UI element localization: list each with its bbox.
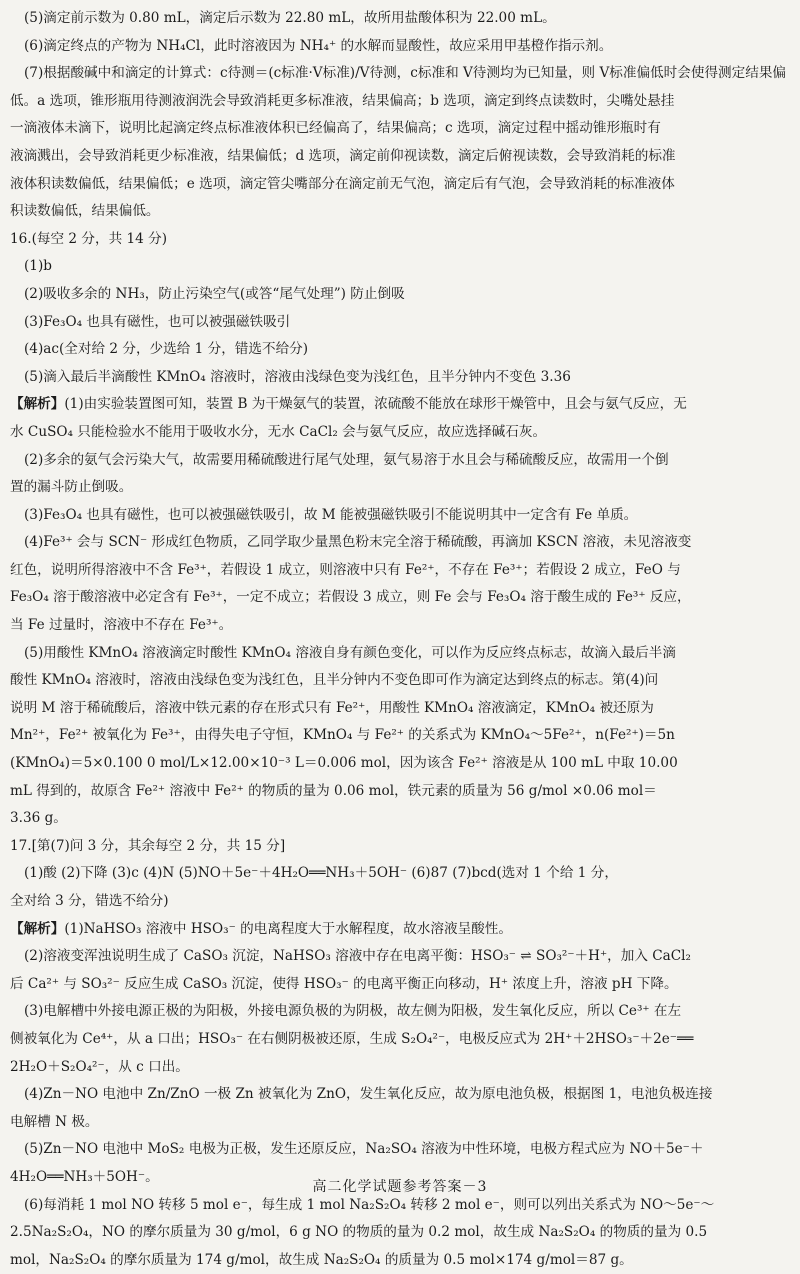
text-line: 红色，说明所得溶液中不含 Fe³⁺，若假设 1 成立，则溶液中只有 Fe²⁺，不存在 Fe³⁺；若假设 2 成立，FeO 与	[10, 561, 681, 578]
text-line: 一滴液体未滴下，说明比起滴定终点标准液体积已经偏高了，结果偏高；c 选项，滴定过程中摇动锥形瓶时有	[10, 120, 661, 137]
text-line: (1)酸 (2)下降 (3)c (4)N (5)NO＋5e⁻＋4H₂O══NH₃＋5OH⁻ (6)87 (7)bcd(选对 1 个给 1 分，	[24, 865, 618, 882]
analysis-label: 【解析】	[10, 396, 65, 413]
text-line: 【解析】(1)由实验装置图可知，装置 B 为干燥氨气的装置，浓硫酸不能放在球形干燥管中，且会与氨气反应，无	[10, 396, 687, 413]
text-line: 低。a 选项，锥形瓶用待测液润洗会导致消耗更多标准液，结果偏高；b 选项，滴定到终点读数时，尖嘴处悬挂	[10, 92, 675, 109]
text-line: 说明 M 溶于稀硫酸后，溶液中铁元素的存在形式只有 Fe²⁺，用酸性 KMnO₄ 溶液滴定，KMnO₄ 被还原为	[10, 699, 654, 716]
text-line: 侧被氧化为 Ce⁴⁺，从 a 口出；HSO₃⁻ 在右侧阴极被还原，生成 S₂O₄²⁻，电极反应式为 2H⁺＋2HSO₃⁻＋2e⁻══	[10, 1030, 694, 1047]
text-line: (7)根据酸碱中和滴定的计算式：c待测＝(c标准·V标准)/V待测，c标准和 V待测均为已知量，则 V标准偏低时会使得测定结果偏	[24, 65, 787, 82]
text-line: 液体积读数偏低，结果偏低；e 选项，滴定管尖嘴部分在滴定前无气泡，滴定后有气泡，会导致消耗的标准液体	[10, 175, 675, 192]
text-line: (5)滴定前示数为 0.80 mL，滴定后示数为 22.80 mL，故所用盐酸体积为 22.00 mL。	[24, 10, 556, 26]
text-line: (2)多余的氨气会污染大气，故需要用稀硫酸进行尾气处理，氨气易溶于水且会与稀硫酸反应，故需用一个倒	[24, 451, 669, 468]
text-line: Mn²⁺，Fe²⁺ 被氧化为 Fe³⁺，由得失电子守恒，KMnO₄ 与 Fe²⁺ 的关系式为 KMnO₄～5Fe²⁺，n(Fe²⁺)＝5n	[10, 727, 675, 744]
text-line: (6)滴定终点的产物为 NH₄Cl，此时溶液因为 NH₄⁺ 的水解而显酸性，故应采用甲基橙作指示剂。	[24, 37, 613, 54]
text-line: Fe₃O₄ 溶于酸溶液中必定含有 Fe³⁺，一定不成立；若假设 3 成立，则 Fe 会与 Fe₃O₄ 溶于酸生成的 Fe³⁺ 反应，	[10, 589, 691, 606]
text-line: mol，Na₂S₂O₄ 的摩尔质量为 174 g/mol，故生成 Na₂S₂O₄ 的质量为 0.5 mol×174 g/mol＝87 g。	[10, 1251, 633, 1268]
text-line: (4)Zn－NO 电池中 Zn/ZnO 一极 Zn 被氧化为 ZnO，发生氧化反应，故为原电池负极，根据图 1，电池负极连接	[24, 1086, 713, 1103]
text-line: (5)用酸性 KMnO₄ 溶液滴定时酸性 KMnO₄ 溶液自身有颜色变化，可以作为反应终点标志，故滴入最后半滴	[24, 644, 676, 661]
text-line: (3)Fe₃O₄ 也具有磁性，也可以被强磁铁吸引，故 M 能被强磁铁吸引不能说明其中一定含有 Fe 单质。	[24, 506, 638, 523]
text-line: 水 CuSO₄ 只能检验水不能用于吸收水分，无水 CaCl₂ 会与氨气反应，故应选择碱石灰。	[10, 423, 547, 440]
text-line: mL 得到的，故原含 Fe²⁺ 溶液中 Fe²⁺ 的物质的量为 0.06 mol，铁元素的质量为 56 g/mol ×0.06 mol＝	[10, 782, 657, 799]
text-line: 16.(每空 2 分，共 14 分)	[10, 230, 168, 247]
text-line: 全对给 3 分，错选不给分)	[10, 893, 169, 909]
text-line: 置的漏斗防止倒吸。	[10, 479, 133, 496]
text-line: (KMnO₄)＝5×0.100 0 mol/L×12.00×10⁻³ L＝0.006 mol，因为该含 Fe²⁺ 溶液是从 100 mL 中取 10.00	[10, 755, 678, 772]
text-line: 【解析】(1)NaHSO₃ 溶液中 HSO₃⁻ 的电离程度大于水解程度，故水溶液呈酸性。	[10, 920, 512, 937]
text-line: 后 Ca²⁺ 与 SO₃²⁻ 反应生成 CaSO₃ 沉淀，使得 HSO₃⁻ 的电离平衡正向移动，H⁺ 浓度上升，溶液 pH 下降。	[10, 975, 678, 992]
text-line: (3)Fe₃O₄ 也具有磁性，也可以被强磁铁吸引	[24, 313, 291, 330]
text-line: 4H₂O══NH₃＋5OH⁻。	[10, 1168, 159, 1185]
text-line: (2)吸收多余的 NH₃，防止污染空气(或答“尾气处理”) 防止倒吸	[24, 285, 405, 302]
text-line: (4)Fe³⁺ 会与 SCN⁻ 形成红色物质，乙同学取少量黑色粉末完全溶于稀硫酸，再滴加 KSCN 溶液，未见溶液变	[24, 534, 692, 551]
text-line: 2H₂O＋S₂O₄²⁻，从 c 口出。	[10, 1058, 189, 1075]
text-line: 2.5Na₂S₂O₄，NO 的摩尔质量为 30 g/mol，6 g NO 的物质的量为 0.2 mol，故生成 Na₂S₂O₄ 的物质的量为 0.5	[10, 1224, 708, 1241]
text-line: (1)b	[24, 258, 52, 275]
text-line: 3.36 g。	[10, 810, 67, 827]
text-line: (2)溶液变浑浊说明生成了 CaSO₃ 沉淀，NaHSO₃ 溶液中存在电离平衡：HSO₃⁻ ⇌ SO₃²⁻＋H⁺，加入 CaCl₂	[24, 948, 691, 965]
text-line: 当 Fe 过量时，溶液中不存在 Fe³⁺。	[10, 617, 233, 634]
text-line: (4)ac(全对给 2 分，少选给 1 分，错选不给分)	[24, 341, 309, 358]
text-line: 液滴溅出，会导致消耗更少标准液，结果偏低；d 选项，滴定前仰视读数，滴定后俯视读数，会导致消耗的标准	[10, 147, 676, 164]
answer-text-body	[10, 5, 788, 1274]
page-footer: 高二化学试题参考答案－3	[312, 1179, 488, 1195]
text-line: 积读数偏低，结果偏低。	[10, 203, 160, 220]
text-line: (5)滴入最后半滴酸性 KMnO₄ 溶液时，溶液由浅绿色变为浅红色，且半分钟内不变色 3.36	[24, 368, 571, 385]
text-line: (6)每消耗 1 mol NO 转移 5 mol e⁻，每生成 1 mol Na₂S₂O₄ 转移 2 mol e⁻，则可以列出关系式为 NO～5e⁻～	[24, 1196, 715, 1213]
text-line: (5)Zn－NO 电池中 MoS₂ 电极为正极，发生还原反应，Na₂SO₄ 溶液为中性环境，电极方程式应为 NO＋5e⁻＋	[24, 1141, 704, 1158]
text-line: (3)电解槽中外接电源正极的为阳极，外接电源负极的为阴极，故左侧为阳极，发生氧化反应，所以 Ce³⁺ 在左	[24, 1003, 682, 1020]
analysis-label: 【解析】	[10, 920, 65, 937]
text-line: 酸性 KMnO₄ 溶液时，溶液由浅绿色变为浅红色，且半分钟内不变色即可作为滴定达到终点的标志。第(4)问	[10, 672, 659, 689]
text-line: 17.[第(7)问 3 分，其余每空 2 分，共 15 分]	[10, 837, 286, 854]
text-line: 电解槽 N 极。	[10, 1113, 99, 1130]
